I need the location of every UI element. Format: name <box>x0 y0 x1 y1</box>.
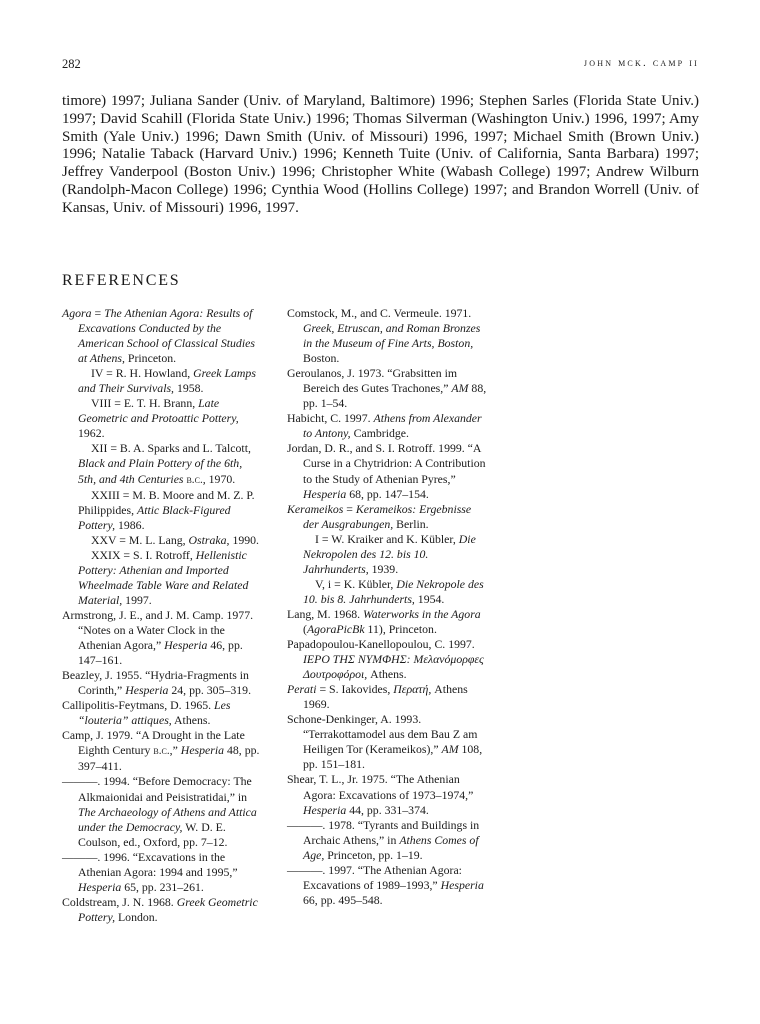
reference-text: Athens. <box>367 667 407 682</box>
reference-entry-agora <box>62 306 262 366</box>
reference-text: Princeton. <box>124 351 177 366</box>
reference-sub-entry <box>287 532 489 577</box>
reference-sub-entry <box>62 441 262 487</box>
reference-title: Die Nekropole des 10. bis 8. Jahrhunderts, <box>303 576 484 606</box>
reference-entry <box>287 712 489 772</box>
reference-text: 1962. <box>78 426 105 441</box>
reference-entry <box>62 895 262 925</box>
reference-entry <box>287 411 489 441</box>
reference-text: 1990. <box>229 532 259 547</box>
reference-journal: Hesperia <box>303 802 347 817</box>
reference-text: Jordan, D. R., and S. I. Rotroff. 1999. “A Curse in a Chytridrion: A Contribution to the Study of Athenian Pyres,” <box>287 441 486 486</box>
reference-entry <box>62 668 262 698</box>
reference-abbreviation: Agora <box>62 306 92 320</box>
reference-text: b.c. <box>153 745 170 758</box>
reference-text: 68, pp. 147–154. <box>346 486 429 501</box>
reference-text: VIII = E. T. H. Brann, <box>91 396 199 411</box>
reference-text: XXV = M. L. Lang, <box>91 532 189 547</box>
reference-text: 1954. <box>414 591 445 606</box>
reference-text: XII = B. A. Sparks and L. Talcott, <box>91 441 251 456</box>
reference-text: Armstrong, J. E., and J. M. Camp. 1977. “Notes on a Water Clock in the Athenian Agora,” <box>62 607 254 653</box>
reference-text: Habicht, C. 1997. <box>287 411 374 426</box>
reference-text: ,” <box>169 743 181 758</box>
reference-text: Coldstream, J. N. 1968. <box>62 894 177 909</box>
reference-title: Athens Comes of Age, <box>303 832 479 862</box>
reference-title: Ostraka, <box>188 532 230 547</box>
reference-text: Comstock, M., and C. Vermeule. 1971. <box>287 306 472 320</box>
reference-series: AgoraPicBk <box>306 621 365 636</box>
reference-title: The Archaeology of Athens and Attica under the Democracy, <box>78 804 257 834</box>
reference-title: Les “louteria” attiques, <box>78 698 231 728</box>
reference-text: 65, pp. 231–261. <box>121 879 204 894</box>
reference-entry <box>62 608 262 668</box>
reference-title: Black and Plain Pottery of the 6th, 5th, and 4th Centuries <box>78 456 243 486</box>
reference-sub-entry <box>62 396 262 441</box>
reference-sub-entry <box>62 533 262 548</box>
reference-entry <box>287 863 489 908</box>
reference-entry <box>62 698 262 728</box>
references-heading: REFERENCES <box>62 272 181 289</box>
reference-text: ——— <box>287 862 323 877</box>
reference-text: 46, pp. 147–161. <box>78 638 243 668</box>
reference-title: Waterworks in the Agora <box>363 606 481 621</box>
reference-text: 1939. <box>368 561 399 576</box>
reference-text: Camp, J. 1979. “A Drought in the Late Eighth Century <box>62 728 245 758</box>
reference-entry <box>62 850 262 895</box>
reference-journal: AM <box>441 742 459 757</box>
reference-text: = <box>91 306 105 320</box>
reference-text: W. D. E. Coulson, ed., Oxford, pp. 7–12. <box>78 819 228 849</box>
reference-title: Greek Lamps and Their Survivals, <box>78 366 256 396</box>
reference-text: Cambridge. <box>350 426 409 441</box>
reference-text: 24, pp. 305–319. <box>168 683 252 698</box>
reference-text: 44, pp. 331–374. <box>346 802 429 817</box>
reference-journal: Hesperia <box>180 743 225 758</box>
reference-text: b.c. <box>186 473 203 486</box>
page-number: 282 <box>62 57 81 71</box>
reference-entry <box>62 728 262 774</box>
reference-text: Callipolitis-Feytmans, D. 1965. <box>62 698 215 713</box>
reference-text: 1970. <box>205 471 236 486</box>
reference-text: Schone-Denkinger, A. 1993. “Terrakottamodel aus dem Bau Z am Heiligen Tor (Kerameikos),” <box>287 712 478 757</box>
reference-text: . 1978. “Tyrants and Buildings in Archaic Athens,” in <box>303 817 480 847</box>
reference-entry <box>287 818 489 863</box>
reference-text: . 1996. “Excavations in the Athenian Agora: 1994 and 1995,” <box>78 849 238 879</box>
reference-sub-entry <box>62 548 262 608</box>
reference-text: . 1994. “Before Democracy: The Alkmaionidai and Peisistratidai,” in <box>78 774 252 804</box>
reference-title: Attic Black-Figured Pottery, <box>78 502 231 532</box>
reference-journal: Hesperia <box>164 638 208 653</box>
reference-text: Beazley, J. 1955. “Hydria-Fragments in Corinth,” <box>62 668 249 698</box>
reference-text: XXIII = M. B. Moore and M. Z. P. Philippides, <box>78 487 255 517</box>
running-head: john mck. camp ii <box>583 57 699 69</box>
reference-entry <box>287 772 489 817</box>
reference-text: Shear, T. L., Jr. 1975. “The Athenian Agora: Excavations of 1973–1974,” <box>287 772 474 802</box>
reference-text: 1997. <box>122 592 152 607</box>
reference-text: London. <box>115 909 158 924</box>
reference-sub-entry <box>62 488 262 533</box>
reference-journal: Hesperia <box>78 879 122 894</box>
reference-text: ( <box>303 621 307 636</box>
reference-entry <box>62 774 262 849</box>
reference-title: Late Geometric and Protoattic Pottery, <box>78 396 239 426</box>
reference-text: Papadopoulou-Kanellopoulou, C. 1997. <box>287 637 475 652</box>
reference-text: ——— <box>287 817 323 832</box>
reference-title: ΙΕΡΟ ΤΗΣ ΝΥΜΦΗΣ: Μελανόμορφες Δουτροφόροι, <box>303 652 484 682</box>
reference-text: ——— <box>62 774 98 789</box>
reference-text: 66, pp. 495–548. <box>303 892 383 907</box>
reference-abbreviation: Perati <box>287 682 317 697</box>
reference-entry <box>287 306 489 366</box>
reference-text: Athens 1969. <box>303 682 468 712</box>
reference-title: Greek Geometric Pottery, <box>78 894 258 924</box>
references-column-right <box>287 306 489 908</box>
reference-text: 1986. <box>115 517 145 532</box>
reference-title: The Athenian Agora: Results of Excavations Conducted by the American School of Classical Studies at Athens, <box>78 306 255 366</box>
reference-title: , <box>202 471 206 486</box>
reference-journal: Hesperia <box>125 683 169 698</box>
reference-abbreviation: Kerameikos <box>287 501 344 516</box>
reference-text: 1958. <box>174 381 204 396</box>
reference-entry-kerameikos <box>287 502 489 532</box>
reference-text: Athens. <box>171 713 211 728</box>
page-header <box>62 57 699 73</box>
reference-text: I = W. Kraiker and K. Kübler, <box>315 531 459 546</box>
reference-text: Princeton, pp. 1–19. <box>324 847 423 862</box>
reference-title: Hellenistic Pottery: Athenian and Imported Wheelmade Table Ware and Related Material, <box>78 547 249 607</box>
reference-text: Geroulanos, J. 1973. “Grabsitten im Bereich des Gutes Trachones,” <box>287 366 458 396</box>
reference-entry <box>287 682 489 712</box>
acknowledgments-paragraph: timore) 1997; Juliana Sander (Univ. of Maryland, Baltimore) 1996; Stephen Sarles (Florida State Univ.) 1997; David Scahill (Florida State Univ.) 1996; Thomas Silverman (Washington Univ.) 1996, 1997; Amy Smith (Yale Univ.) 1996; Dawn Smith (Univ. of Missouri) 1996, 1997; Michael Smith (Brown Univ.) 1996; Natalie Taback (Harvard Univ.) 1996; Kenneth Tuite (Univ. of California, Santa Barbara) 1997; Jeffrey Vanderpool (Boston Univ.) 1996; Christopher White (Wabash College) 1997; Andrew Wilburn (Randolph-Macon College) 1996; Cynthia Wood (Hollins College) 1997; and Brandon Worrell (Univ. of Kansas, Univ. of Missouri) 1996, 1997. <box>62 93 699 216</box>
reference-text: V, i = K. Kübler, <box>315 576 397 591</box>
reference-title: Kerameikos: Ergebnisse der Ausgrabungen, <box>303 501 472 531</box>
reference-entry <box>287 366 489 411</box>
reference-entry <box>287 637 489 682</box>
reference-title: Greek, Etruscan, and Roman Bronzes in the Museum of Fine Arts, Boston, <box>303 321 481 351</box>
reference-title: Περατή, <box>393 682 432 697</box>
reference-journal: Hesperia <box>303 486 347 501</box>
reference-text: Berlin. <box>393 516 429 531</box>
reference-title: Die Nekropolen des 12. bis 10. Jahrhunderts, <box>303 531 476 576</box>
reference-journal: AM <box>451 381 469 396</box>
reference-text: IV = R. H. Howland, <box>91 366 194 381</box>
reference-sub-entry <box>287 577 489 607</box>
reference-text: 11), Princeton. <box>364 621 437 636</box>
reference-entry <box>287 607 489 637</box>
references-column-left <box>62 306 262 925</box>
reference-text: = S. Iakovides, <box>316 682 394 697</box>
reference-text: Boston. <box>303 351 340 366</box>
reference-text: ——— <box>62 849 98 864</box>
reference-sub-entry <box>62 366 262 396</box>
reference-entry <box>287 441 489 501</box>
reference-text: 48, pp. 397–411. <box>78 743 260 774</box>
reference-text: = <box>343 501 356 516</box>
reference-journal: Hesperia <box>440 877 484 892</box>
reference-text: . 1997. “The Athenian Agora: Excavations of 1989–1993,” <box>303 862 462 892</box>
reference-title: Athens from Alexander to Antony, <box>303 411 482 441</box>
reference-text: Lang, M. 1968. <box>287 606 364 621</box>
reference-text: XXIX = S. I. Rotroff, <box>91 547 196 562</box>
reference-text: 88, pp. 1–54. <box>303 381 487 411</box>
reference-text: 108, pp. 151–181. <box>303 742 483 772</box>
